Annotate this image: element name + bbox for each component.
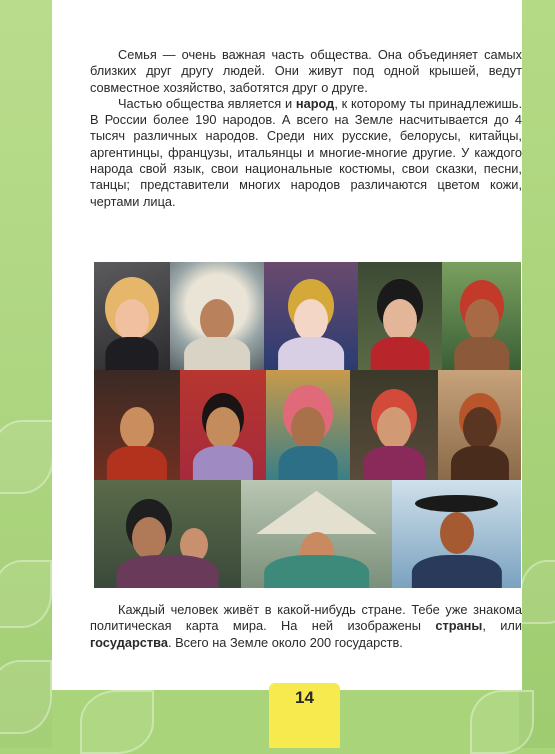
term-narod: народ xyxy=(295,95,335,111)
photo-woman-with-child xyxy=(94,480,241,588)
photo-young-man xyxy=(180,370,266,480)
term-gosudarstva: государства xyxy=(90,634,168,650)
photo-row xyxy=(94,262,521,370)
photo-woman-blonde xyxy=(94,262,170,370)
photo-opera-performer xyxy=(264,262,358,370)
paragraph-countries-end: . Всего на Земле около 200 государств. xyxy=(167,634,403,650)
paragraph-people-start: Частью общества является и xyxy=(118,95,296,111)
paragraph-countries xyxy=(90,602,522,651)
photo-woman-fur-hood xyxy=(170,262,264,370)
photo-monk xyxy=(94,370,180,480)
page-number: 14 xyxy=(295,688,314,707)
bottom-text-block xyxy=(90,602,522,651)
paragraph-family: Семья — очень важная часть общества. Она объединяет самых близких друг другу людей. Они живут под одной крышей, ведут совместное хозяйство, заботятся друг о друге. xyxy=(90,47,522,95)
photo-girl-conical-hat xyxy=(241,480,392,588)
paragraph-people-rest: , к которому ты принадлежишь. В России более 190 народов. А всего на Земле насчитывается до 4 тысяч различных народов. Среди них русские, белорусы, китайцы, аргентинцы, французы, итальянцы и многие-многие другие. У каждого народа свой язык, свои национальные костюмы, свои сказки, песни, танцы; представители многих народов различаются цветом кожи, чертами лица. xyxy=(90,95,522,209)
leaf-decoration xyxy=(80,690,154,754)
photo-african-man xyxy=(438,370,521,480)
photo-collage xyxy=(94,262,521,588)
photo-scottish-piper xyxy=(358,262,442,370)
left-green-border xyxy=(0,0,52,748)
term-strany: страны xyxy=(435,618,483,634)
right-green-border xyxy=(519,0,555,748)
leaf-decoration xyxy=(470,690,534,754)
top-text-block xyxy=(90,47,522,210)
photo-row xyxy=(94,370,521,480)
photo-row xyxy=(94,480,521,588)
photo-man-feather-headdress xyxy=(442,262,521,370)
paragraph-countries-mid: , или xyxy=(482,618,523,634)
paragraph-people xyxy=(90,96,522,210)
photo-man-turban xyxy=(266,370,350,480)
photo-man-black-hat xyxy=(392,480,521,588)
paragraph-countries-start: Каждый человек живёт в какой-нибудь стране. Тебе уже знакома политическая карта мира. На ней изображены xyxy=(90,602,522,634)
photo-woman-headdress xyxy=(350,370,438,480)
